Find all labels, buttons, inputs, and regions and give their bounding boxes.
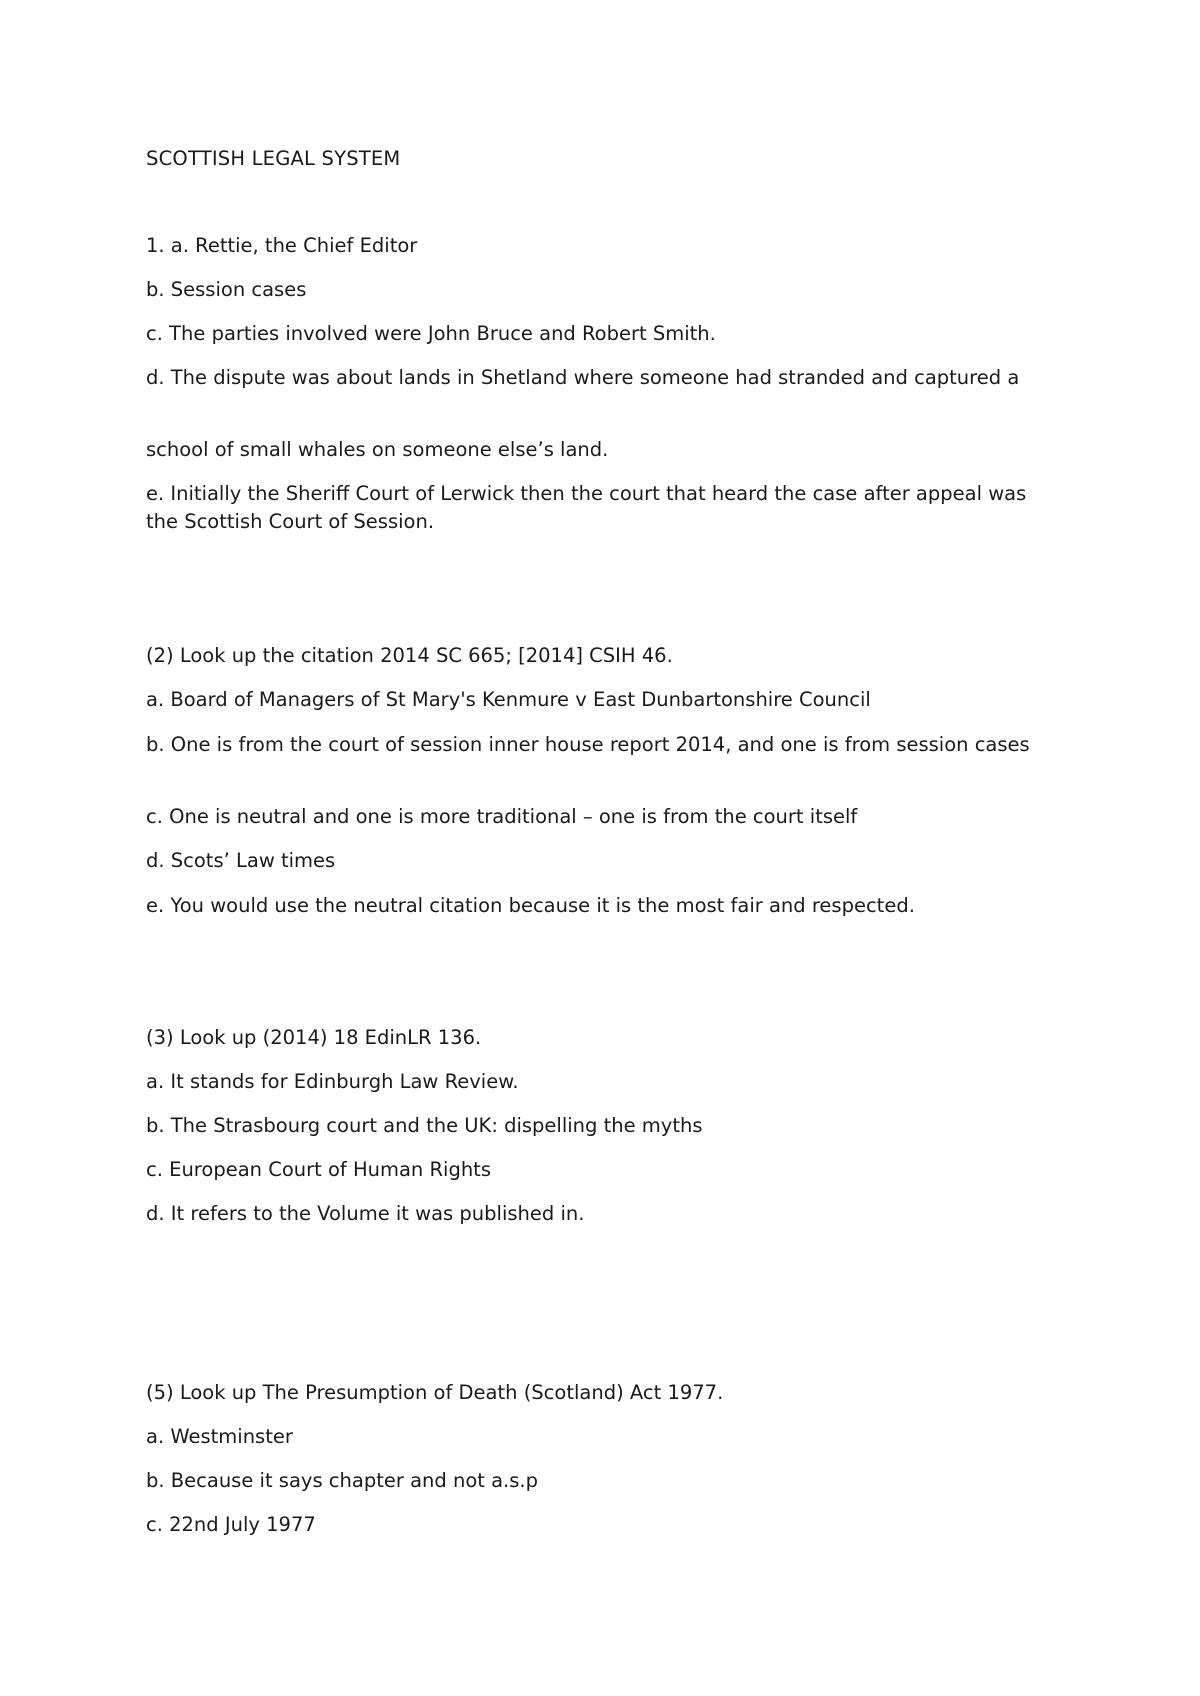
q1-answer-a: 1. a. Rettie, the Chief Editor [146,234,418,257]
q5-answer-a: a. Westminster [146,1425,293,1448]
q5-answer-b: b. Because it says chapter and not a.s.p [146,1469,538,1492]
q3-answer-c: c. European Court of Human Rights [146,1158,491,1181]
q2-answer-c: c. One is neutral and one is more traditional – one is from the court itself [146,805,858,828]
q1-answer-e: e. Initially the Sheriff Court of Lerwick then the court that heard the case after appeal was the Scottish Court of Session. [146,482,1027,533]
q1-answer-b: b. Session cases [146,278,307,301]
q2-answer-b: b. One is from the court of session inner house report 2014, and one is from session cases [146,733,1030,756]
q2-heading: (2) Look up the citation 2014 SC 665; [2014] CSIH 46. [146,644,673,667]
q2-answer-a: a. Board of Managers of St Mary's Kenmure v East Dunbartonshire Council [146,688,871,711]
q2-answer-e: e. You would use the neutral citation because it is the most fair and respected. [146,894,915,917]
q1-answer-d: d. The dispute was about lands in Shetland where someone had stranded and captured a [146,366,1020,389]
q3-answer-d: d. It refers to the Volume it was published in. [146,1202,585,1225]
q2-answer-d: d. Scots’ Law times [146,849,336,872]
q1-answer-d-continued: school of small whales on someone else’s land. [146,438,609,461]
q5-heading: (5) Look up The Presumption of Death (Scotland) Act 1977. [146,1381,724,1404]
document-title: SCOTTISH LEGAL SYSTEM [146,147,401,170]
q1-answer-c: c. The parties involved were John Bruce and Robert Smith. [146,322,716,345]
q3-answer-a: a. It stands for Edinburgh Law Review. [146,1070,519,1093]
q5-answer-c: c. 22nd July 1977 [146,1513,316,1536]
q3-heading: (3) Look up (2014) 18 EdinLR 136. [146,1026,482,1049]
q3-answer-b: b. The Strasbourg court and the UK: dispelling the myths [146,1114,703,1137]
